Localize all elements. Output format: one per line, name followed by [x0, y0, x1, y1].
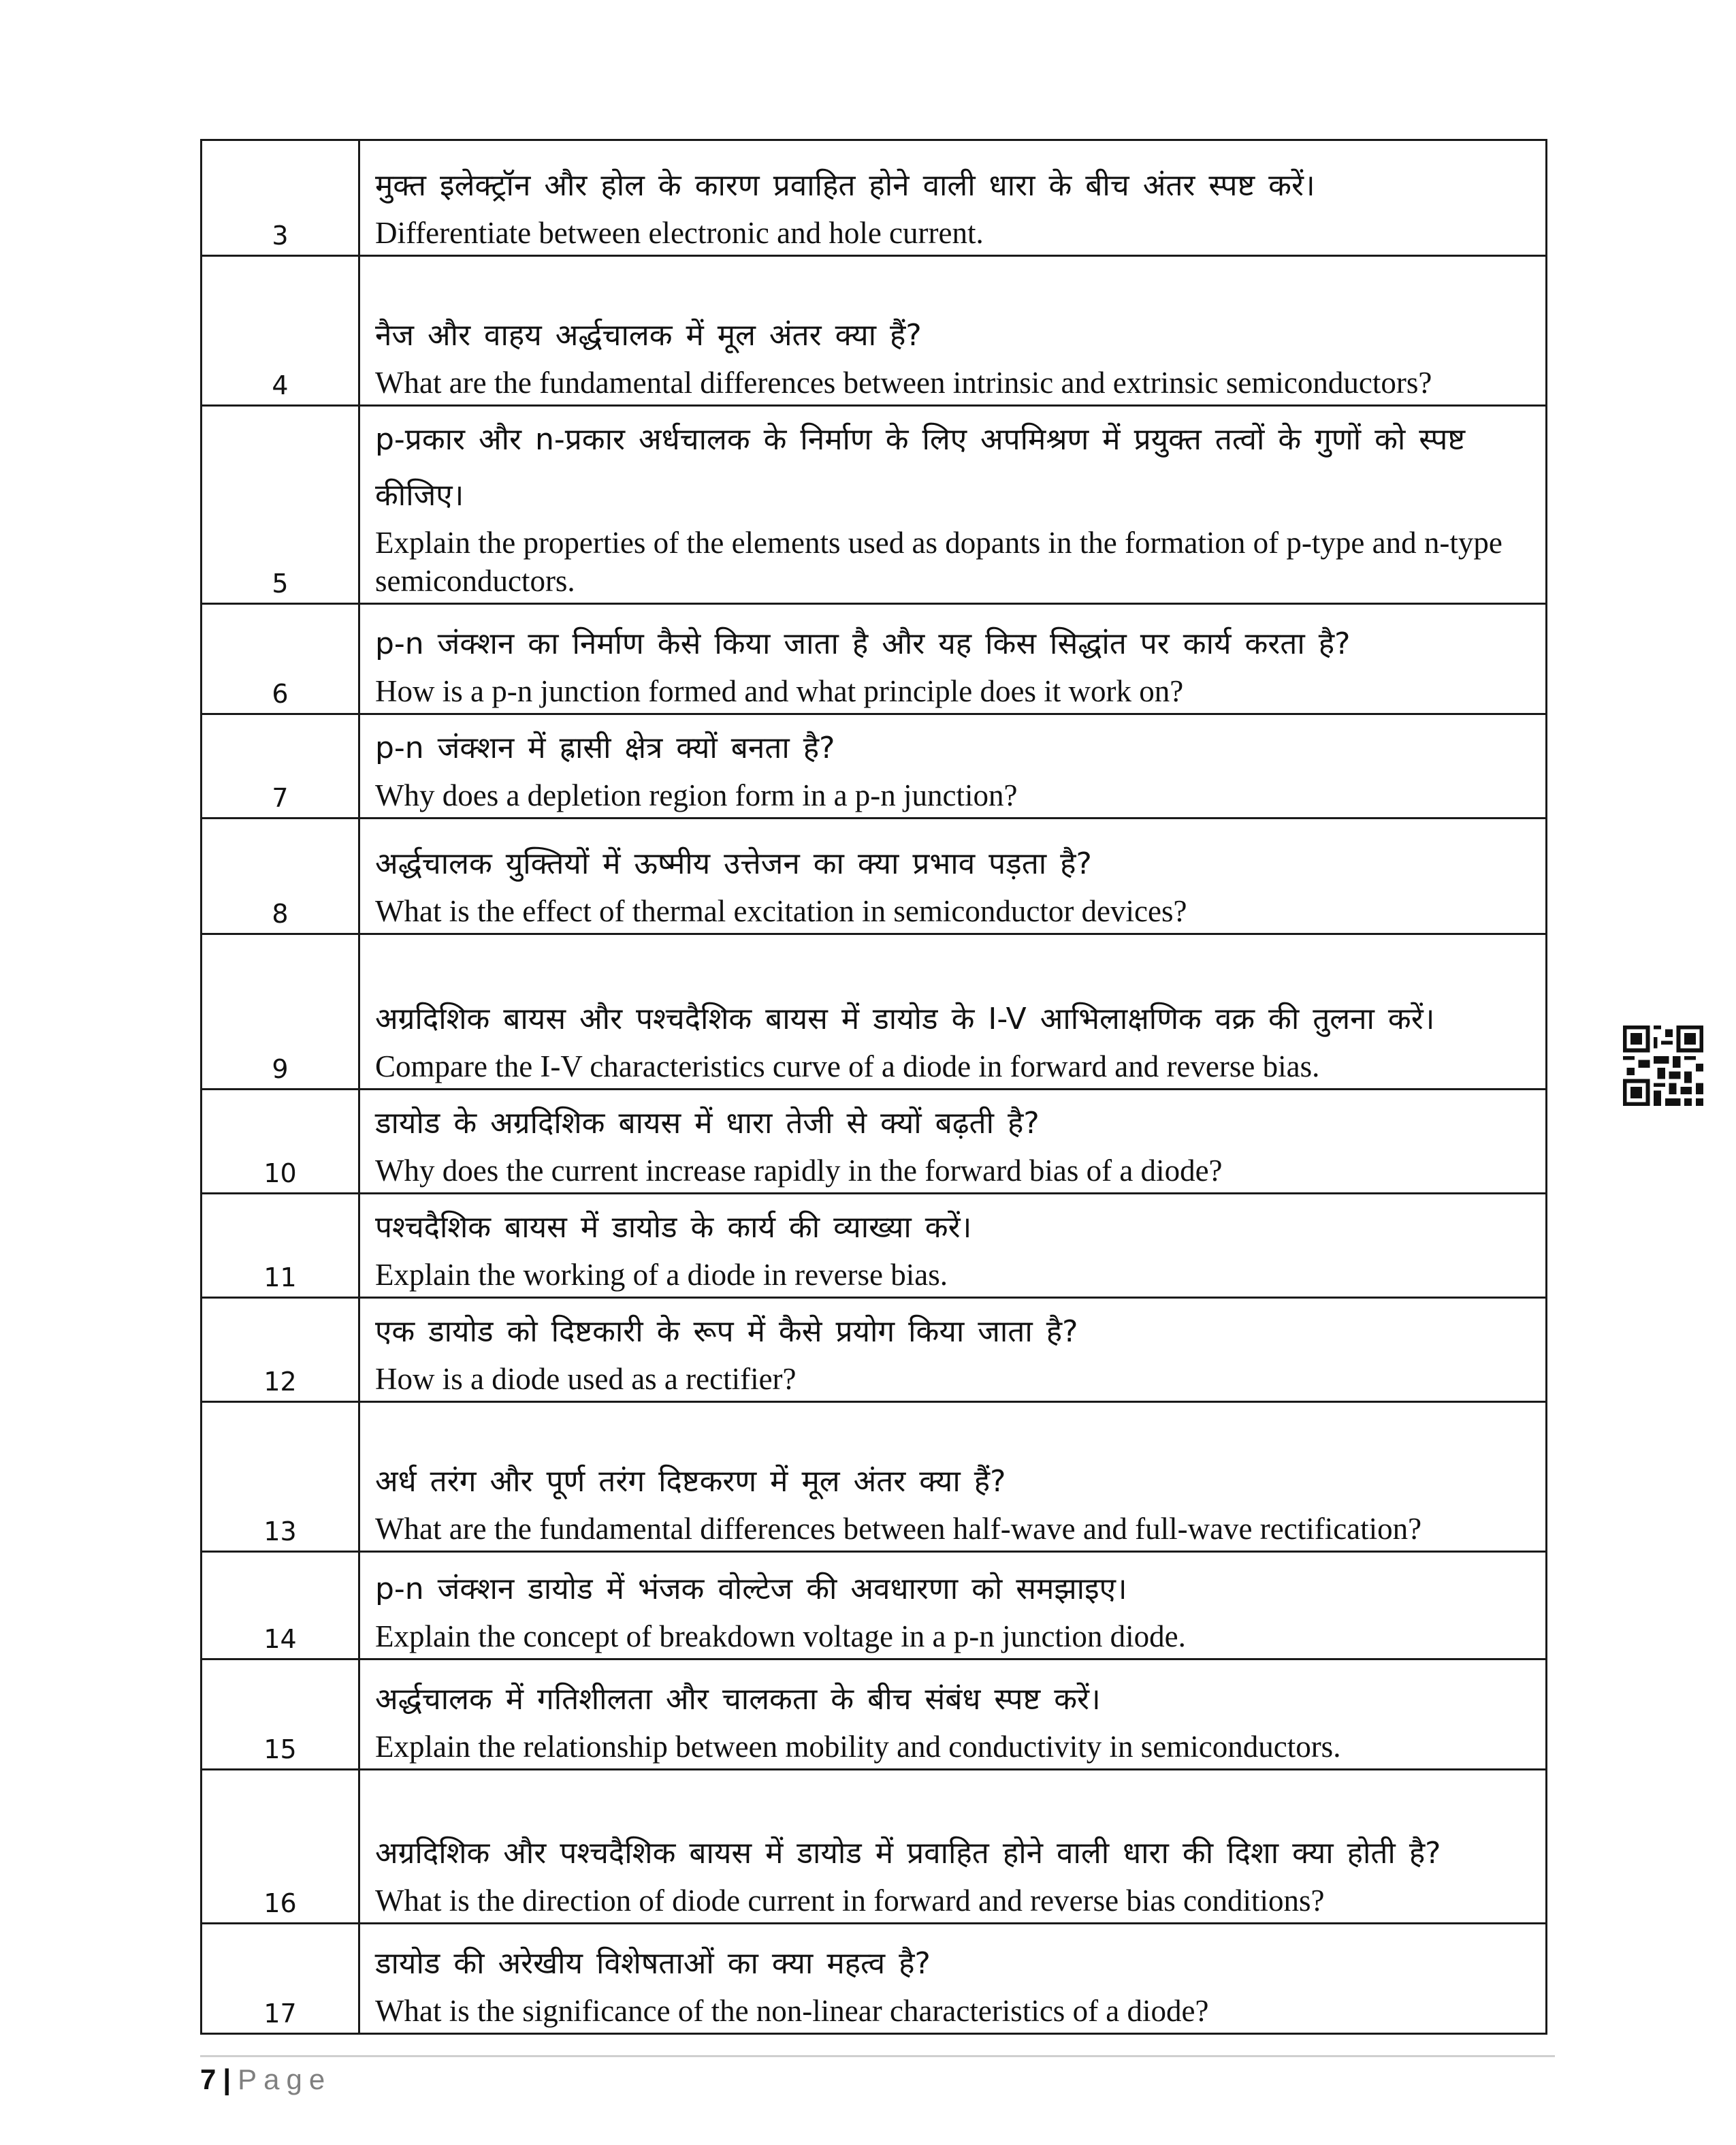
question-number: 11	[202, 1194, 359, 1298]
question-table	[200, 139, 1547, 2035]
question-cell	[359, 1298, 1547, 1402]
question-number: 10	[202, 1090, 359, 1194]
question-hindi: अग्रदिशिक और पश्चदैशिक बायस में डायोड में प्रवाहित होने वाली धारा की दिशा क्या होती है?	[375, 1836, 1441, 1871]
question-english: Explain the working of a diode in reverse bias.	[375, 1258, 948, 1292]
table-row	[202, 819, 1547, 934]
table-row	[202, 1770, 1547, 1924]
question-number: 3	[202, 140, 359, 256]
question-number: 4	[202, 256, 359, 406]
question-english: How is a p-n junction formed and what principle does it work on?	[375, 674, 1184, 708]
question-cell	[359, 1659, 1547, 1770]
question-hindi: डायोड की अरेखीय विशेषताओं का क्या महत्व है?	[375, 1946, 931, 1981]
table-row	[202, 1659, 1547, 1770]
question-english: Explain the properties of the elements used as dopants in the formation of p-type and n-type semiconductors.	[375, 526, 1502, 598]
question-english: Compare the I-V characteristics curve of a diode in forward and reverse bias.	[375, 1049, 1320, 1083]
question-number: 7	[202, 714, 359, 819]
question-english: How is a diode used as a rectifier?	[375, 1362, 797, 1396]
question-english: What is the direction of diode current in forward and reverse bias conditions?	[375, 1884, 1325, 1918]
question-cell	[359, 1770, 1547, 1924]
table-row	[202, 934, 1547, 1090]
question-hindi: डायोड के अग्रदिशिक बायस में धारा तेजी से क्यों बढ़ती है?	[375, 1106, 1040, 1141]
question-english: Explain the concept of breakdown voltage in a p-n junction diode.	[375, 1619, 1186, 1653]
question-number: 13	[202, 1402, 359, 1552]
question-hindi: मुक्त इलेक्ट्रॉन और होल के कारण प्रवाहित होने वाली धारा के बीच अंतर स्पष्ट करें।	[375, 168, 1315, 203]
question-english: What is the significance of the non-linear characteristics of a diode?	[375, 1994, 1209, 2028]
qr-code	[1623, 1026, 1703, 1106]
table-row	[202, 256, 1547, 406]
page-number: 7	[200, 2063, 216, 2095]
question-number: 6	[202, 604, 359, 714]
question-hindi: p-प्रकार और n-प्रकार अर्धचालक के निर्माण के लिए अपमिश्रण में प्रयुक्त तत्वों के गुणों को स्पष्ट कीजिए।	[375, 422, 1466, 513]
table-row	[202, 140, 1547, 256]
question-cell	[359, 1090, 1547, 1194]
footer-divider	[200, 2055, 1555, 2057]
question-hindi: अर्ध तरंग और पूर्ण तरंग दिष्टकरण में मूल अंतर क्या हैं?	[375, 1464, 1006, 1499]
question-hindi: p-n जंक्शन डायोड में भंजक वोल्टेज की अवधारणा को समझाइए।	[375, 1572, 1127, 1606]
question-hindi: पश्चदैशिक बायस में डायोड के कार्य की व्याख्या करें।	[375, 1210, 972, 1245]
question-cell	[359, 140, 1547, 256]
question-english: Why does a depletion region form in a p-n junction?	[375, 778, 1018, 812]
question-english: Explain the relationship between mobility and conductivity in semiconductors.	[375, 1730, 1341, 1764]
question-hindi: p-n जंक्शन का निर्माण कैसे किया जाता है और यह किस सिद्धांत पर कार्य करता है?	[375, 626, 1351, 661]
table-row	[202, 1924, 1547, 2034]
question-english: What is the effect of thermal excitation in semiconductor devices?	[375, 894, 1187, 928]
question-cell	[359, 604, 1547, 714]
table-row	[202, 406, 1547, 604]
question-number: 9	[202, 934, 359, 1090]
question-cell	[359, 1552, 1547, 1659]
question-number: 8	[202, 819, 359, 934]
qr-code-icon	[1623, 1026, 1703, 1106]
question-cell	[359, 934, 1547, 1090]
page-label: Page	[238, 2063, 332, 2095]
question-number: 5	[202, 406, 359, 604]
question-cell	[359, 1402, 1547, 1552]
question-number: 12	[202, 1298, 359, 1402]
question-cell	[359, 406, 1547, 604]
question-number: 16	[202, 1770, 359, 1924]
question-number: 17	[202, 1924, 359, 2034]
table-row	[202, 714, 1547, 819]
question-hindi: अग्रदिशिक बायस और पश्चदैशिक बायस में डायोड के I-V आभिलाक्षणिक वक्र की तुलना करें।	[375, 1002, 1435, 1036]
question-number: 14	[202, 1552, 359, 1659]
question-cell	[359, 1194, 1547, 1298]
table-row	[202, 604, 1547, 714]
question-cell	[359, 714, 1547, 819]
table-row	[202, 1090, 1547, 1194]
table-row	[202, 1194, 1547, 1298]
question-cell	[359, 1924, 1547, 2034]
question-english: Differentiate between electronic and hole current.	[375, 216, 984, 250]
question-cell	[359, 256, 1547, 406]
question-english: What are the fundamental differences between intrinsic and extrinsic semiconductors?	[375, 366, 1432, 400]
table-row	[202, 1402, 1547, 1552]
question-hindi: एक डायोड को दिष्टकारी के रूप में कैसे प्रयोग किया जाता है?	[375, 1314, 1078, 1349]
question-hindi: p-n जंक्शन में ह्रासी क्षेत्र क्यों बनता है?	[375, 731, 835, 765]
question-hindi: नैज और वाहय अर्द्धचालक में मूल अंतर क्या हैं?	[375, 318, 922, 353]
question-english: Why does the current increase rapidly in the forward bias of a diode?	[375, 1154, 1223, 1188]
question-hindi: अर्द्धचालक युक्तियों में ऊष्मीय उत्तेजन का क्या प्रभाव पड़ता है?	[375, 846, 1092, 881]
question-number: 15	[202, 1659, 359, 1770]
page-footer	[200, 2061, 332, 2099]
question-hindi: अर्द्धचालक में गतिशीलता और चालकता के बीच संबंध स्पष्ट करें।	[375, 1682, 1101, 1717]
table-row	[202, 1298, 1547, 1402]
footer-separator: |	[223, 2063, 231, 2095]
table-row	[202, 1552, 1547, 1659]
question-cell	[359, 819, 1547, 934]
question-english: What are the fundamental differences between half-wave and full-wave rectification?	[375, 1512, 1422, 1546]
